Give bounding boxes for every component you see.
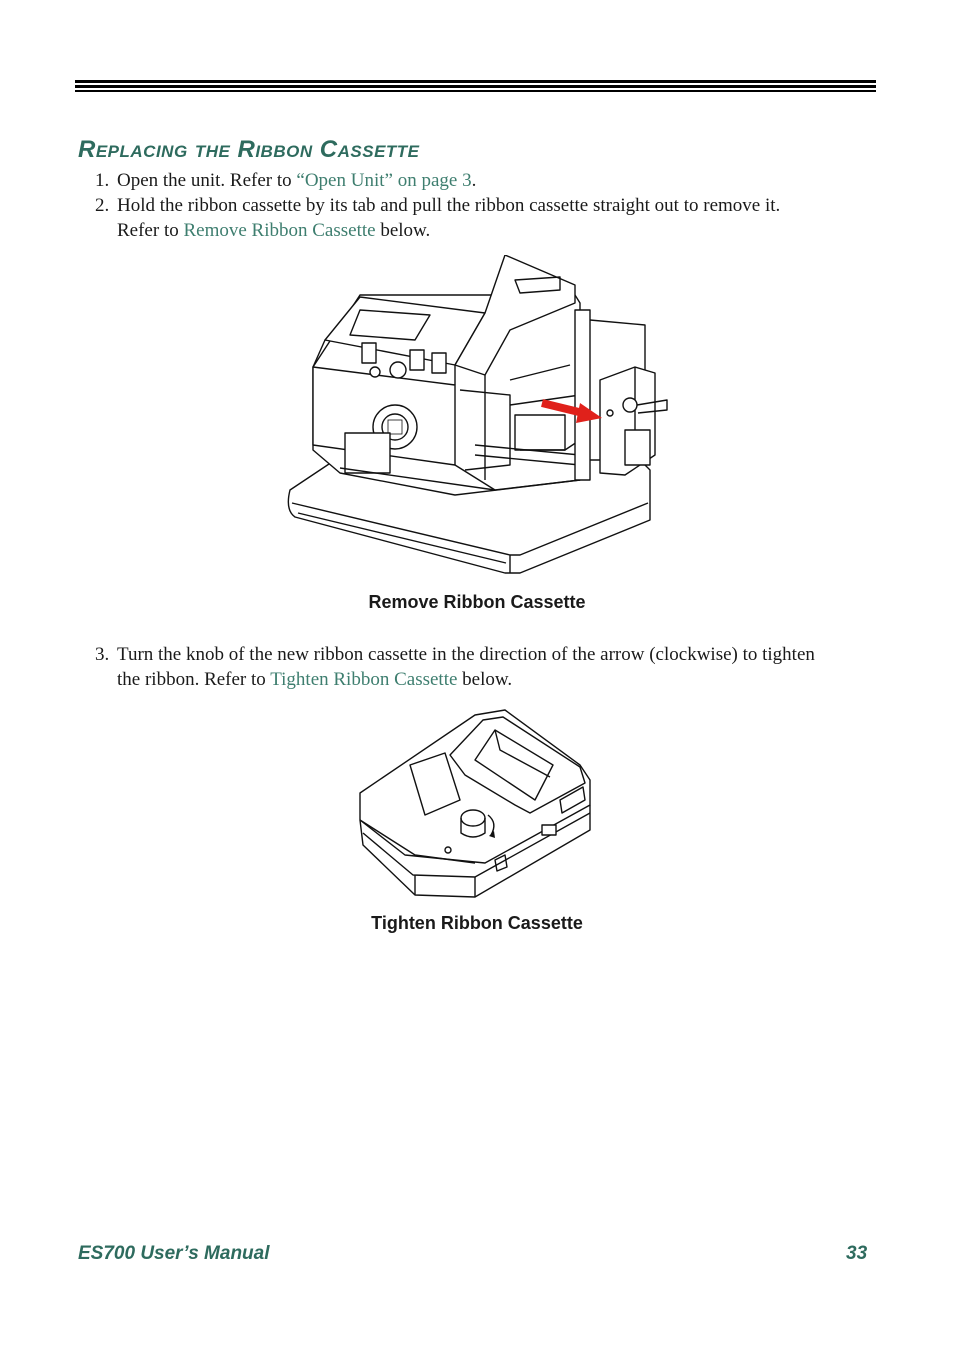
step-text-end: below. xyxy=(375,220,431,241)
step-text: Turn the knob of the new ribbon cassette in the direction of the arrow (clockwise) to tighten xyxy=(117,644,815,665)
step-2 xyxy=(95,193,875,243)
remove-ribbon-illustration xyxy=(280,255,675,580)
step-text-end: below. xyxy=(457,669,513,690)
footer-page-number: 33 xyxy=(846,1243,868,1264)
step-text-end: . xyxy=(471,170,477,191)
tighten-ribbon-link[interactable]: Tighten Ribbon Cassette xyxy=(270,669,458,690)
header-rules xyxy=(75,80,876,94)
section-title: Replacing the Ribbon Cassette xyxy=(78,136,420,163)
step-text-cont: Refer to xyxy=(117,220,184,241)
step-number: 2. xyxy=(95,195,110,216)
step-text-cont: the ribbon. Refer to xyxy=(117,669,271,690)
footer-manual-title: ES700 User’s Manual xyxy=(78,1243,270,1264)
tighten-ribbon-caption: Tighten Ribbon Cassette xyxy=(371,913,583,933)
step-text: Hold the ribbon cassette by its tab and pull the ribbon cassette straight out to remove it. xyxy=(117,195,781,216)
remove-ribbon-caption: Remove Ribbon Cassette xyxy=(368,592,586,612)
step-number: 3. xyxy=(95,644,110,665)
tighten-ribbon-illustration xyxy=(355,705,595,900)
open-unit-link[interactable]: “Open Unit” on page 3 xyxy=(296,170,472,191)
step-number: 1. xyxy=(95,170,110,191)
remove-ribbon-link[interactable]: Remove Ribbon Cassette xyxy=(183,220,376,241)
step-1 xyxy=(95,168,875,193)
step-3 xyxy=(95,642,875,692)
step-text: Open the unit. Refer to xyxy=(117,170,297,191)
